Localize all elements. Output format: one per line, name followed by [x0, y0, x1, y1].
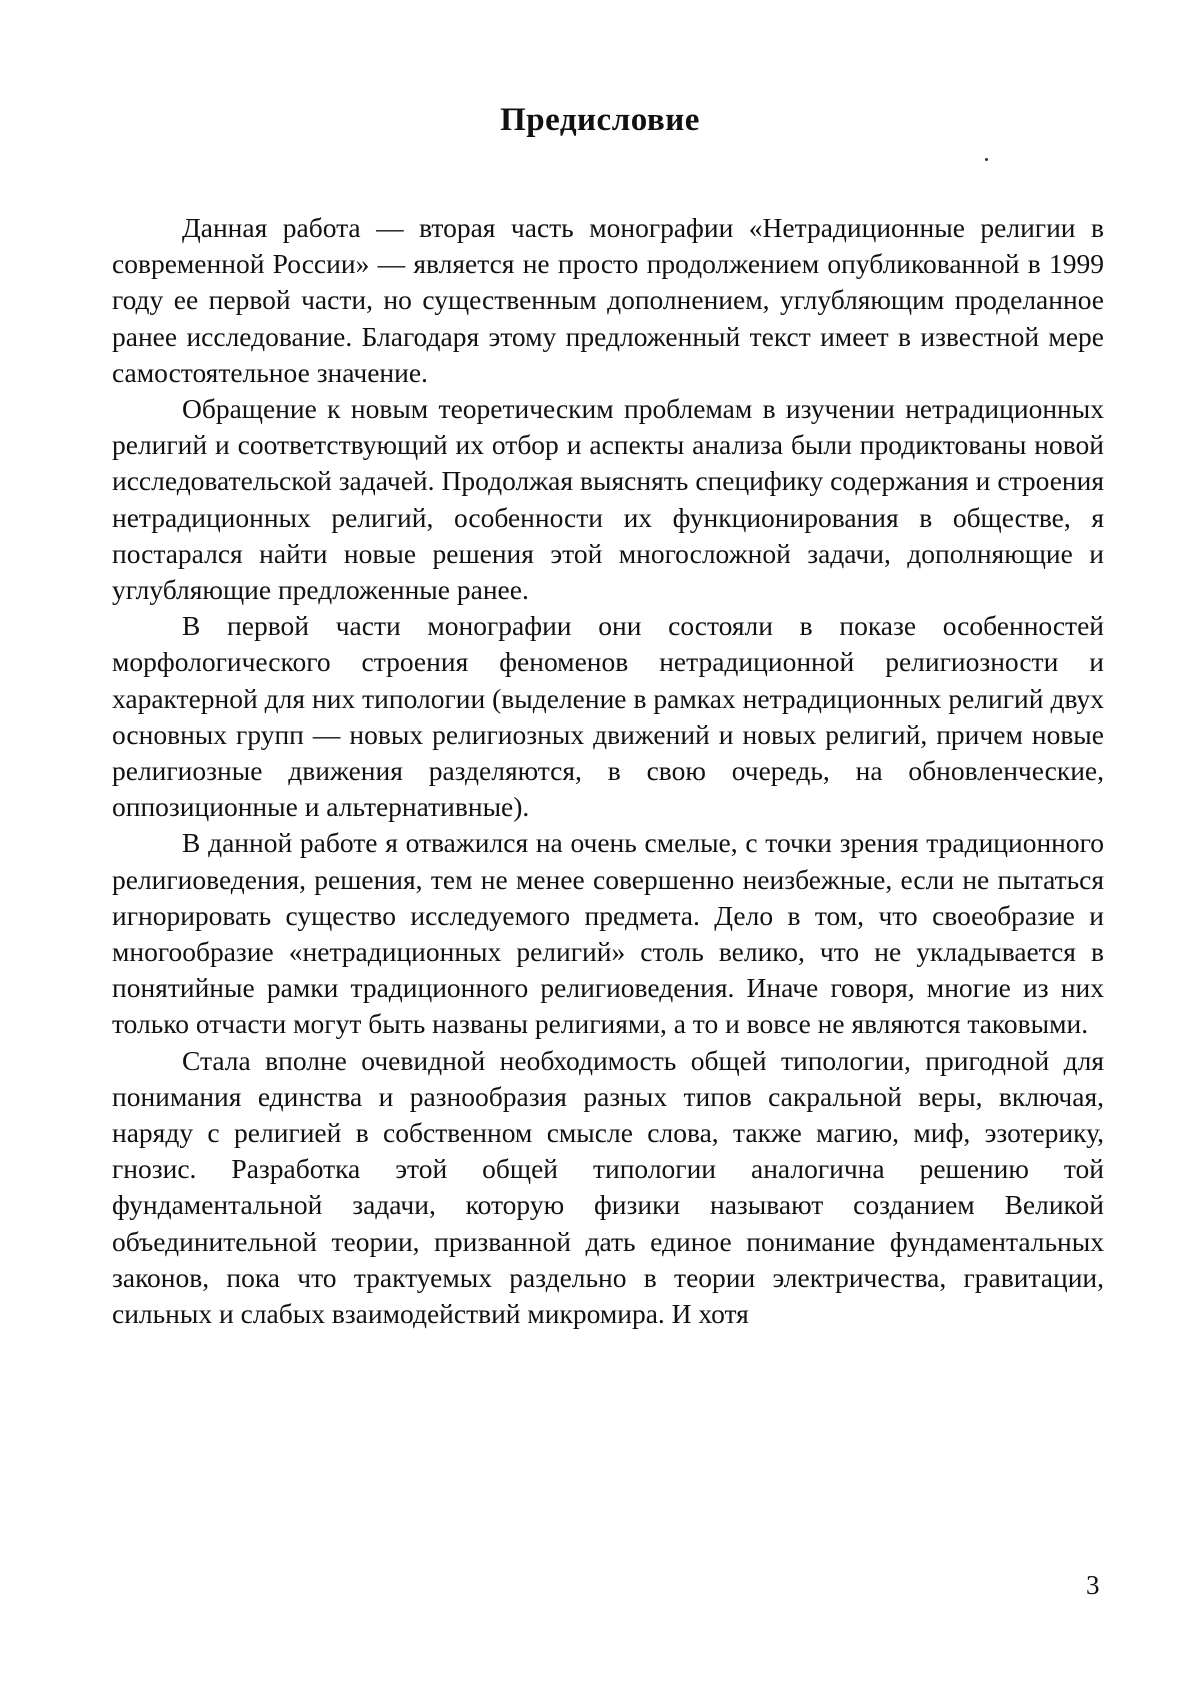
paragraph: Стала вполне очевидной необходимость общей типологии, пригодной для понимания единства и разнообразия разных типов сакральной веры, включая, наряду с религией в собственном смысле слова, также магию, миф, эзотерику, гнозис. Разработка этой общей типологии аналогична решению той фундаментальной задачи, которую физики называют созданием Великой объединительной теории, призванной дать единое понимание фундаментальных законов, пока что трактуемых раздельно в теории электричества, гравитации, сильных и слабых взаимодействий микромира. И хотя	[112, 1044, 1104, 1330]
paragraph: Данная работа — вторая часть монографии «Нетрадиционные религии в современной России» — является не просто продолжением опубликованной в 1999 году ее первой части, но существенным дополнением, углубляющим проделанное ранее исследование. Благодаря этому предложенный текст имеет в известной мере самостоятельное значение.	[112, 212, 1104, 388]
paragraph: В данной работе я отважился на очень смелые, с точки зрения традиционного религиоведения, решения, тем не менее совершенно неизбежные, если не пытаться игнорировать существо исследуемого предмета. Дело в том, что своеобразие и многообразие «нетрадиционных религий» столь велико, что не укладывается в понятийные рамки традиционного религиоведения. Иначе говоря, многие из них только отчасти могут быть названы религиями, а то и вовсе не являются таковыми.	[112, 827, 1104, 1040]
paragraph: В первой части монографии они состояли в показе особенностей морфологического строения феноменов нетрадиционной религиозности и характерной для них типологии (выделение в рамках нетрадиционных религий двух основных групп — новых религиозных движений и новых религий, причем новые религиозные движения разделяются, в свою очередь, на обновленческие, оппозиционные и альтернативные).	[112, 610, 1104, 823]
page-number: 3	[1086, 1570, 1100, 1600]
body-text	[112, 210, 1104, 1332]
print-speck	[985, 158, 988, 161]
paragraph: Обращение к новым теоретическим проблемам в изучении нетрадиционных религий и соответствующий их отбор и аспекты анализа были продиктованы новой исследовательской задачей. Продолжая выяснять специфику содержания и строения нетрадиционных религий, особенности их функционирования в обществе, я постарался найти новые решения этой многосложной задачи, дополняющие и углубляющие предложенные ранее.	[112, 393, 1104, 606]
page-title: Предисловие	[500, 102, 700, 138]
